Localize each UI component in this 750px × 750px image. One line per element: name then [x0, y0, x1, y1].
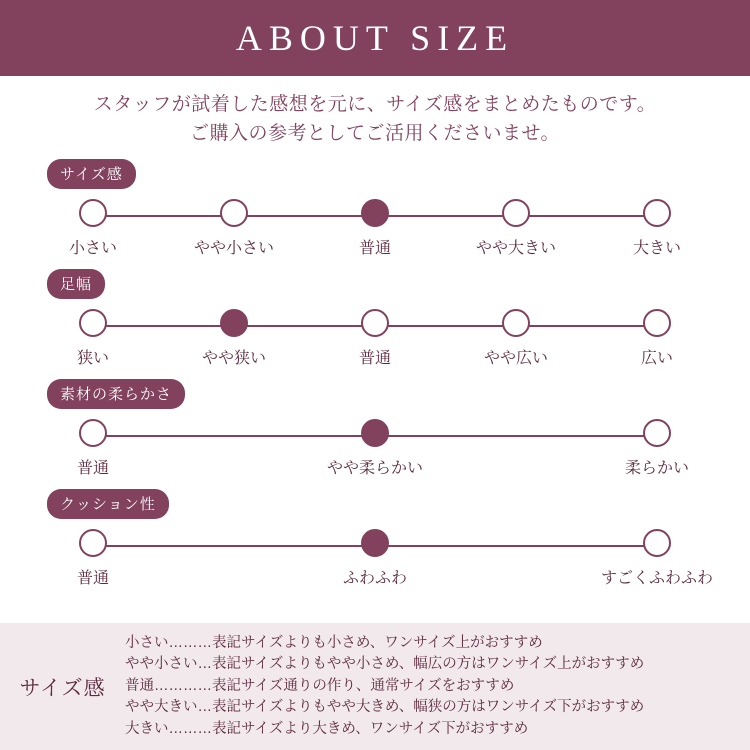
scale-dot: [79, 529, 107, 557]
footer-legend-lines: [125, 633, 644, 740]
scale-tick-label: やや小さい: [193, 239, 275, 257]
scale-dot: [79, 309, 107, 337]
scale-list: [0, 149, 750, 589]
scale-dot: [79, 419, 107, 447]
scale-track: [65, 419, 685, 453]
scale-dot: [220, 199, 248, 227]
scale-track: [65, 529, 685, 563]
page-title: ABOUT SIZE: [235, 18, 515, 58]
scale-tick-label: やや広い: [483, 349, 549, 367]
scale-tick-label: 柔らかい: [624, 459, 690, 477]
footer-legend-line: やや小さい…表記サイズよりもやや小さめ、幅広の方はワンサイズ上がおすすめ: [125, 656, 645, 673]
scale-block: [0, 269, 750, 369]
scale-dot: [643, 199, 671, 227]
scale-label: 足幅: [47, 269, 105, 299]
scale-block: [0, 159, 750, 259]
scale-tick-label: 普通: [358, 239, 392, 257]
scale-label-wrap: [0, 489, 750, 519]
scale-tick-label: やや狭い: [201, 349, 267, 367]
scale-tick-label: 普通: [76, 459, 110, 477]
scale-dot-selected: [361, 529, 389, 557]
scale-tick-label: 広い: [640, 349, 674, 367]
scale-label: サイズ感: [47, 159, 136, 189]
intro-line-2: ご購入の参考としてご活用くださいませ。: [190, 123, 560, 145]
scale-dot: [643, 529, 671, 557]
scale-tick-label: 狭い: [76, 349, 110, 367]
scale-dot: [502, 199, 530, 227]
scale-tick-label: やや柔らかい: [326, 459, 424, 477]
scale-track: [65, 309, 685, 343]
scale-dot: [361, 309, 389, 337]
scale-dot: [79, 199, 107, 227]
scale-block: [0, 489, 750, 589]
scale-dot-selected: [361, 199, 389, 227]
scale-tick-label: やや大きい: [475, 239, 557, 257]
scale-tick-label: ふわふわ: [342, 569, 408, 587]
footer-badge: サイズ感: [19, 676, 106, 700]
scale-label: クッション性: [47, 489, 169, 519]
scale-label-wrap: [0, 379, 750, 409]
scale-dot-selected: [361, 419, 389, 447]
scale-tick-label: 普通: [76, 569, 110, 587]
scale-tick-label: 小さい: [68, 239, 118, 257]
scale-block: [0, 379, 750, 479]
scale-label-wrap: [0, 159, 750, 189]
scale-tick-label: 大きい: [632, 239, 682, 257]
scale-dot: [643, 309, 671, 337]
scale-dot: [643, 419, 671, 447]
scale-tick-labels: [65, 345, 685, 369]
footer-legend-line: 普通…………表記サイズ通りの作り、通常サイズをおすすめ: [125, 677, 515, 694]
scale-dot: [502, 309, 530, 337]
footer-legend-line: 小さい………表記サイズよりも小さめ、ワンサイズ上がおすすめ: [125, 634, 543, 651]
scale-tick-labels: [65, 235, 685, 259]
footer-legend-line: やや大きい…表記サイズよりもやや大きめ、幅狭の方はワンサイズ下がおすすめ: [125, 699, 645, 716]
footer-legend: [0, 623, 750, 750]
footer-legend-line: 大きい………表記サイズより大きめ、ワンサイズ下がおすすめ: [125, 720, 529, 737]
scale-track: [65, 199, 685, 233]
scale-tick-label: 普通: [358, 349, 392, 367]
scale-label-wrap: [0, 269, 750, 299]
intro-text: [0, 76, 750, 149]
page-header: [0, 0, 750, 76]
scale-dot-selected: [220, 309, 248, 337]
scale-tick-labels: [65, 565, 714, 589]
scale-tick-label: すごくふわふわ: [600, 569, 714, 587]
scale-label: 素材の柔らかさ: [47, 379, 185, 409]
intro-line-1: スタッフが試着した感想を元に、サイズ感をまとめたものです。: [93, 94, 657, 115]
scale-tick-labels: [65, 455, 690, 479]
